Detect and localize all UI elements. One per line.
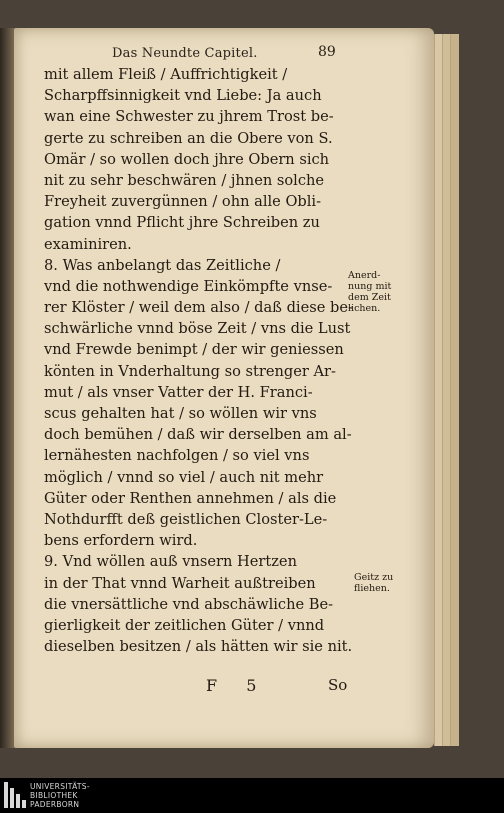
text-line: die vnersättliche vnd abschäwliche Be- xyxy=(44,595,334,613)
margin-note-line: Geitz zu xyxy=(354,572,394,583)
catchword: So xyxy=(328,676,348,694)
margin-note-line: dem Zeit xyxy=(348,292,391,303)
page-edge xyxy=(450,34,459,746)
text-line: mut / als vnser Vatter der H. Franci- xyxy=(44,383,313,401)
text-line: gierligkeit der zeitlichen Güter / vnnd xyxy=(44,616,325,634)
text-line: examiniren. xyxy=(44,235,132,253)
text-line: Scharpffsinnigkeit vnd Liebe: Ja auch xyxy=(44,87,322,105)
library-logo-text xyxy=(30,782,90,809)
text-line: schwärliche vnnd böse Zeit / vns die Lust xyxy=(44,320,351,338)
text-line: vnd Frewde benimpt / der wir geniessen xyxy=(44,341,344,359)
running-header: Das Neundte Capitel. xyxy=(112,46,258,61)
margin-note xyxy=(348,270,391,314)
text-line: gation vnnd Pflicht jhre Schreiben zu xyxy=(44,214,320,232)
book-gutter xyxy=(0,28,14,748)
text-line: rer Klöster / weil dem also / daß diese be- xyxy=(44,299,353,317)
text-line: mit allem Fleiß / Auffrichtigkeit / xyxy=(44,66,288,83)
page-number: 89 xyxy=(318,44,336,60)
margin-note-line: fliehen. xyxy=(354,583,390,594)
library-footer xyxy=(0,778,504,813)
logo-line: UNIVERSITÄTS- xyxy=(30,782,90,791)
body-text xyxy=(44,64,353,657)
text-line: gerte zu schreiben an die Obere von S. xyxy=(44,129,333,147)
logo-line: PADERBORN xyxy=(30,800,80,809)
text-line: Güter oder Renthen annehmen / als die xyxy=(44,489,337,507)
text-line: nit zu sehr beschwären / jhnen solche xyxy=(44,171,325,189)
text-line: dieselben besitzen / als hätten wir sie nit. xyxy=(44,638,353,656)
margin-note-line: lichen. xyxy=(348,303,381,314)
text-line: vnd die nothwendige Einkömpfte vnse- xyxy=(44,277,333,295)
text-line: Freyheit zuvergünnen / ohn alle Obli- xyxy=(44,193,322,211)
text-line: Nothdurfft deß geistlichen Closter-Le- xyxy=(44,510,328,528)
margin-note-line: nung mit xyxy=(348,281,392,292)
text-line: könten in Vnderhaltung so strenger Ar- xyxy=(44,362,336,380)
text-line: 9. Vnd wöllen auß vnsern Hertzen xyxy=(44,553,297,571)
signature-mark: F 5 xyxy=(206,676,269,695)
margin-note-line: Anerd- xyxy=(348,270,381,281)
text-line: Omär / so wollen doch jhre Obern sich xyxy=(44,150,330,168)
text-line: lernähesten nachfolgen / so viel vns xyxy=(44,447,310,465)
text-line: wan eine Schwester zu jhrem Trost be- xyxy=(44,108,334,126)
text-line: bens erfordern wird. xyxy=(44,532,198,550)
text-line: 8. Was anbelangt das Zeitliche / xyxy=(44,256,281,274)
text-line: in der That vnnd Warheit außtreiben xyxy=(44,574,316,592)
library-logo-icon xyxy=(4,782,26,808)
logo-line: BIBLIOTHEK xyxy=(30,791,78,800)
text-line: scus gehalten hat / so wöllen wir vns xyxy=(44,405,317,422)
text-line: möglich / vnnd so viel / auch nit mehr xyxy=(44,468,324,486)
text-line: doch bemühen / daß wir derselben am al- xyxy=(44,426,352,444)
margin-note xyxy=(354,572,393,594)
